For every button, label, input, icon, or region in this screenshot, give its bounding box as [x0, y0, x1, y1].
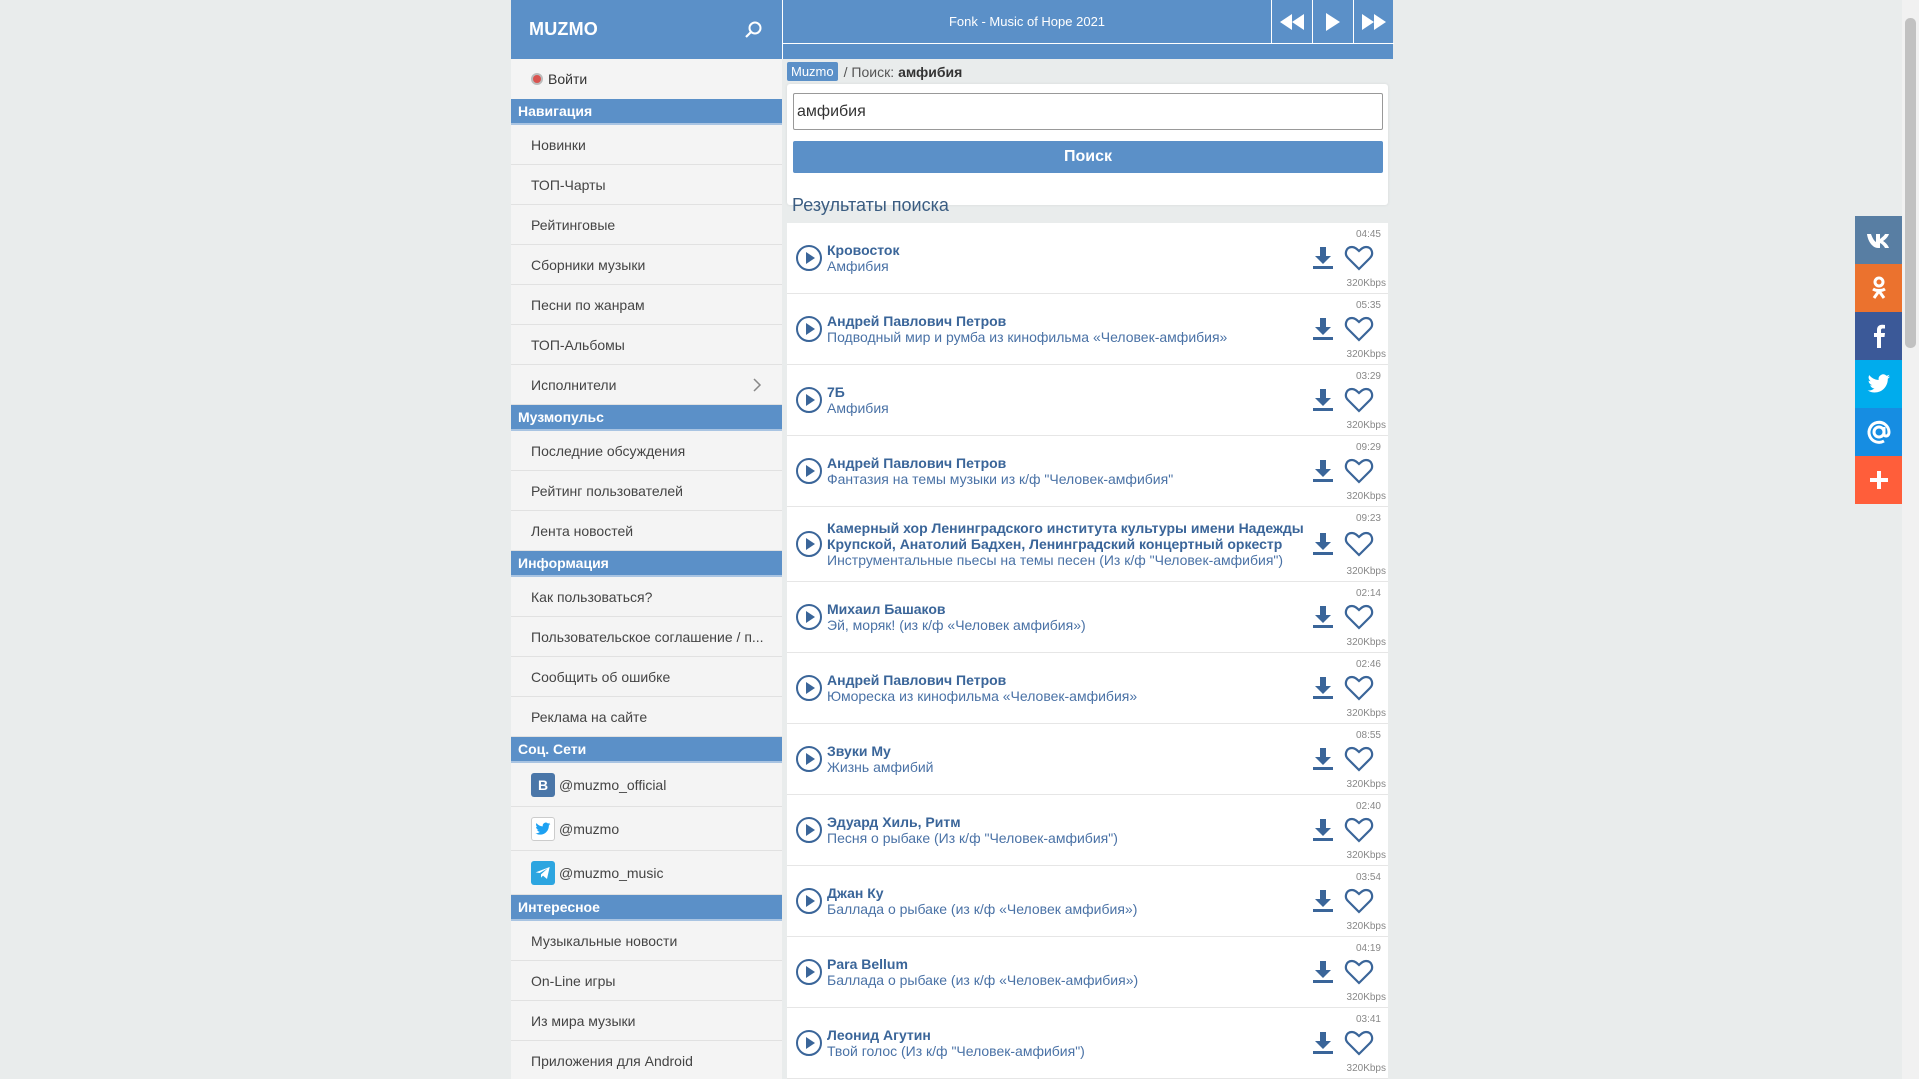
download-icon[interactable]	[1312, 1031, 1334, 1055]
plus-icon	[1870, 471, 1888, 489]
download-icon[interactable]	[1312, 676, 1334, 700]
search-button[interactable]: Поиск	[793, 141, 1383, 173]
sidebar-item-top-charts[interactable]: ТОП-Чарты	[511, 165, 782, 205]
track-title[interactable]: Баллада о рыбаке (из к/ф «Человек-амфибия»)	[827, 972, 1139, 988]
sidebar-item-android-apps[interactable]: Приложения для Android	[511, 1041, 782, 1079]
track-bitrate: 320Kbps	[1346, 779, 1386, 790]
track-artist[interactable]: 7Б	[827, 384, 845, 400]
track-row[interactable]	[787, 866, 1388, 937]
track-info	[827, 743, 1308, 775]
track-artist[interactable]: Камерный хор Ленинградского института культуры имени Надежды Крупской, Анатолий Бадхен, Ленинградский концертный оркестр	[827, 520, 1304, 552]
now-playing-title: Fonk - Music of Hope 2021	[948, 14, 1106, 29]
odnoklassniki-icon	[1870, 276, 1888, 300]
share-ok-button[interactable]	[1855, 264, 1903, 312]
track-title[interactable]: Песня о рыбаке (Из к/ф "Человек-амфибия")	[827, 830, 1118, 846]
sidebar-item-top-albums[interactable]: ТОП-Альбомы	[511, 325, 782, 365]
track-row[interactable]	[787, 294, 1388, 365]
play-track-icon[interactable]	[795, 887, 823, 915]
download-icon[interactable]	[1312, 605, 1334, 629]
track-title[interactable]: Инструментальные пьесы на темы песен (Из к/ф "Человек-амфибия")	[827, 552, 1284, 568]
section-social-header: Соц. Сети	[511, 737, 782, 763]
track-bitrate: 320Kbps	[1346, 566, 1386, 577]
play-track-icon[interactable]	[795, 1029, 823, 1057]
track-info	[827, 313, 1308, 345]
track-title[interactable]: Юмореска из кинофильма «Человек-амфибия»	[827, 688, 1138, 704]
sidebar-item-agreement[interactable]: Пользовательское соглашение / п...	[511, 617, 782, 657]
vk-icon: B	[531, 773, 555, 797]
play-track-icon[interactable]	[795, 816, 823, 844]
play-track-icon[interactable]	[795, 386, 823, 414]
sidebar-social-telegram[interactable]	[511, 851, 782, 895]
rewind-button[interactable]	[1271, 0, 1312, 43]
track-duration: 02:46	[1355, 659, 1381, 670]
track-artist[interactable]: Андрей Павлович Петров	[827, 672, 1007, 688]
download-icon[interactable]	[1312, 459, 1334, 483]
sidebar-item-collections[interactable]: Сборники музыки	[511, 245, 782, 285]
track-title[interactable]: Амфибия	[827, 400, 889, 416]
track-row[interactable]	[787, 795, 1388, 866]
download-icon[interactable]	[1312, 246, 1334, 270]
heart-icon[interactable]	[1344, 244, 1374, 272]
track-artist[interactable]: Андрей Павлович Петров	[827, 455, 1007, 471]
track-title[interactable]: Эй, моряк! (из к/ф «Человек амфибия»)	[827, 617, 1086, 633]
breadcrumb-query: амфибия	[898, 63, 963, 80]
share-mail-button[interactable]	[1855, 408, 1903, 456]
section-info-header: Информация	[511, 551, 782, 577]
share-vk-button[interactable]	[1855, 216, 1903, 264]
download-icon[interactable]	[1312, 889, 1334, 913]
track-duration: 09:29	[1355, 442, 1381, 453]
track-info	[827, 242, 1308, 274]
track-artist[interactable]: Андрей Павлович Петров	[827, 313, 1007, 329]
share-more-button[interactable]	[1855, 456, 1903, 504]
track-bitrate: 320Kbps	[1346, 278, 1386, 289]
track-duration: 03:29	[1355, 371, 1381, 382]
track-row[interactable]	[787, 653, 1388, 724]
track-title[interactable]: Амфибия	[827, 258, 889, 274]
track-duration: 02:14	[1355, 588, 1381, 599]
twitter-icon	[531, 817, 555, 841]
sidebar-item-music-news[interactable]: Музыкальные новости	[511, 921, 782, 961]
sidebar-item-artists[interactable]	[511, 365, 782, 405]
track-artist[interactable]: Джан Ку	[827, 885, 884, 901]
search-icon[interactable]	[744, 20, 764, 40]
track-info	[827, 672, 1308, 704]
sidebar-social-vk-label: @muzmo_official	[559, 776, 667, 793]
breadcrumb	[787, 62, 962, 81]
track-info	[827, 384, 1308, 416]
track-bitrate: 320Kbps	[1346, 349, 1386, 360]
track-bitrate: 320Kbps	[1346, 1063, 1386, 1074]
track-title[interactable]: Жизнь амфибий	[827, 759, 934, 775]
track-row[interactable]	[787, 1008, 1388, 1079]
login-label: Войти	[548, 71, 588, 87]
sidebar-item-genres[interactable]: Песни по жанрам	[511, 285, 782, 325]
track-bitrate: 320Kbps	[1346, 491, 1386, 502]
track-artist[interactable]: Para Bellum	[827, 956, 908, 972]
track-title[interactable]: Фантазия на темы музыки из к/ф "Человек-амфибия"	[827, 471, 1174, 487]
results-list	[787, 223, 1388, 1079]
share-facebook-button[interactable]	[1855, 312, 1903, 360]
sidebar-item-rated[interactable]: Рейтинговые	[511, 205, 782, 245]
heart-icon[interactable]	[1344, 674, 1374, 702]
section-interesting-header: Интересное	[511, 895, 782, 921]
track-info	[827, 455, 1308, 487]
chevron-right-icon	[752, 377, 762, 393]
sidebar-item-how-to[interactable]: Как пользоваться?	[511, 577, 782, 617]
heart-icon[interactable]	[1344, 603, 1374, 631]
fast-forward-icon	[1362, 14, 1386, 30]
sidebar-item-online-games[interactable]: On-Line игры	[511, 961, 782, 1001]
track-row[interactable]	[787, 365, 1388, 436]
heart-icon[interactable]	[1344, 457, 1374, 485]
track-row[interactable]	[787, 937, 1388, 1008]
track-bitrate: 320Kbps	[1346, 850, 1386, 861]
forward-button[interactable]	[1353, 0, 1394, 43]
heart-icon[interactable]	[1344, 958, 1374, 986]
scrollbar-thumb[interactable]	[1905, 18, 1916, 348]
sidebar-item-report-error[interactable]: Сообщить об ошибке	[511, 657, 782, 697]
track-bitrate: 320Kbps	[1346, 921, 1386, 932]
heart-icon[interactable]	[1344, 887, 1374, 915]
track-duration: 03:41	[1355, 1014, 1381, 1025]
track-artist[interactable]: Эдуард Хиль, Ритм	[827, 814, 961, 830]
twitter-icon	[1867, 374, 1891, 394]
sidebar-item-artists-label: Исполнители	[531, 376, 617, 393]
results-heading: Результаты поиска	[792, 195, 949, 215]
track-artist[interactable]: Леонид Агутин	[827, 1027, 931, 1043]
download-icon[interactable]	[1312, 960, 1334, 984]
login-link[interactable]	[511, 59, 782, 99]
track-duration: 04:45	[1355, 229, 1381, 240]
play-track-icon[interactable]	[795, 674, 823, 702]
play-track-icon[interactable]	[795, 457, 823, 485]
sidebar-social-telegram-label: @muzmo_music	[559, 864, 664, 881]
track-info	[827, 885, 1308, 917]
track-artist[interactable]: Звуки Му	[827, 743, 891, 759]
track-duration: 04:19	[1355, 943, 1381, 954]
track-bitrate: 320Kbps	[1346, 637, 1386, 648]
sidebar-item-music-world[interactable]: Из мира музыки	[511, 1001, 782, 1041]
track-duration: 03:54	[1355, 872, 1381, 883]
vk-icon	[1866, 232, 1892, 248]
track-bitrate: 320Kbps	[1346, 708, 1386, 719]
play-track-icon[interactable]	[795, 530, 823, 558]
track-artist[interactable]: Михаил Башаков	[827, 601, 946, 617]
download-icon[interactable]	[1312, 317, 1334, 341]
breadcrumb-prefix: / Поиск:	[843, 63, 895, 80]
share-twitter-button[interactable]	[1855, 360, 1903, 408]
play-track-icon[interactable]	[795, 315, 823, 343]
track-title[interactable]: Баллада о рыбаке (из к/ф «Человек амфибия»)	[827, 901, 1138, 917]
sidebar-item-ads[interactable]: Реклама на сайте	[511, 697, 782, 737]
track-bitrate: 320Kbps	[1346, 420, 1386, 431]
track-bitrate: 320Kbps	[1346, 992, 1386, 1003]
download-icon[interactable]	[1312, 532, 1334, 556]
track-info	[827, 520, 1308, 568]
facebook-icon	[1873, 324, 1885, 348]
sidebar-item-new[interactable]: Новинки	[511, 125, 782, 165]
track-info	[827, 601, 1308, 633]
play-track-icon[interactable]	[795, 244, 823, 272]
sidebar-social-vk[interactable]	[511, 763, 782, 807]
audio-player	[782, 0, 1393, 59]
sidebar	[511, 0, 782, 1079]
sidebar-item-user-rating[interactable]: Рейтинг пользователей	[511, 471, 782, 511]
heart-icon[interactable]	[1344, 745, 1374, 773]
share-bar	[1855, 216, 1903, 504]
track-info	[827, 1027, 1308, 1059]
sidebar-social-twitter-label: @muzmo	[559, 820, 620, 837]
track-row[interactable]	[787, 436, 1388, 507]
track-title[interactable]: Подводный мир и румба из кинофильма «Человек-амфибия»	[827, 329, 1228, 345]
track-artist[interactable]: Кровосток	[827, 242, 900, 258]
download-icon[interactable]	[1312, 388, 1334, 412]
track-info	[827, 814, 1308, 846]
track-row[interactable]	[787, 223, 1388, 294]
play-button[interactable]	[1312, 0, 1353, 43]
download-icon[interactable]	[1312, 818, 1334, 842]
mail-icon	[1866, 419, 1892, 445]
track-duration: 08:55	[1355, 730, 1381, 741]
play-icon	[1326, 13, 1340, 31]
section-navigation-header: Навигация	[511, 99, 782, 125]
page-scrollbar[interactable]	[1902, 0, 1919, 1079]
track-duration: 09:23	[1355, 513, 1381, 524]
heart-icon[interactable]	[1344, 315, 1374, 343]
sidebar-item-news-feed[interactable]: Лента новостей	[511, 511, 782, 551]
rewind-icon	[1280, 14, 1304, 30]
download-icon[interactable]	[1312, 747, 1334, 771]
track-row[interactable]	[787, 582, 1388, 653]
search-form	[787, 84, 1388, 205]
sidebar-social-twitter[interactable]	[511, 807, 782, 851]
site-logo[interactable]: MUZMO	[529, 19, 598, 39]
sidebar-item-discussions[interactable]: Последние обсуждения	[511, 431, 782, 471]
search-input[interactable]: амфибия	[793, 93, 1383, 130]
heart-icon[interactable]	[1344, 1029, 1374, 1057]
play-track-icon[interactable]	[795, 603, 823, 631]
heart-icon[interactable]	[1344, 530, 1374, 558]
heart-icon[interactable]	[1344, 816, 1374, 844]
track-info	[827, 956, 1308, 988]
track-duration: 02:40	[1355, 801, 1381, 812]
breadcrumb-home-link[interactable]: Muzmo	[787, 62, 838, 81]
player-progress-bar[interactable]	[783, 43, 1394, 44]
header-bar	[511, 0, 782, 59]
track-duration: 05:35	[1355, 300, 1381, 311]
track-title[interactable]: Твой голос (Из к/ф "Человек-амфибия")	[827, 1043, 1085, 1059]
section-muzmopulse-header: Музмопульс	[511, 405, 782, 431]
track-row[interactable]	[787, 724, 1388, 795]
play-track-icon[interactable]	[795, 958, 823, 986]
play-track-icon[interactable]	[795, 745, 823, 773]
telegram-icon	[531, 861, 555, 885]
heart-icon[interactable]	[1344, 386, 1374, 414]
login-icon	[531, 73, 543, 85]
track-row[interactable]	[787, 507, 1388, 582]
